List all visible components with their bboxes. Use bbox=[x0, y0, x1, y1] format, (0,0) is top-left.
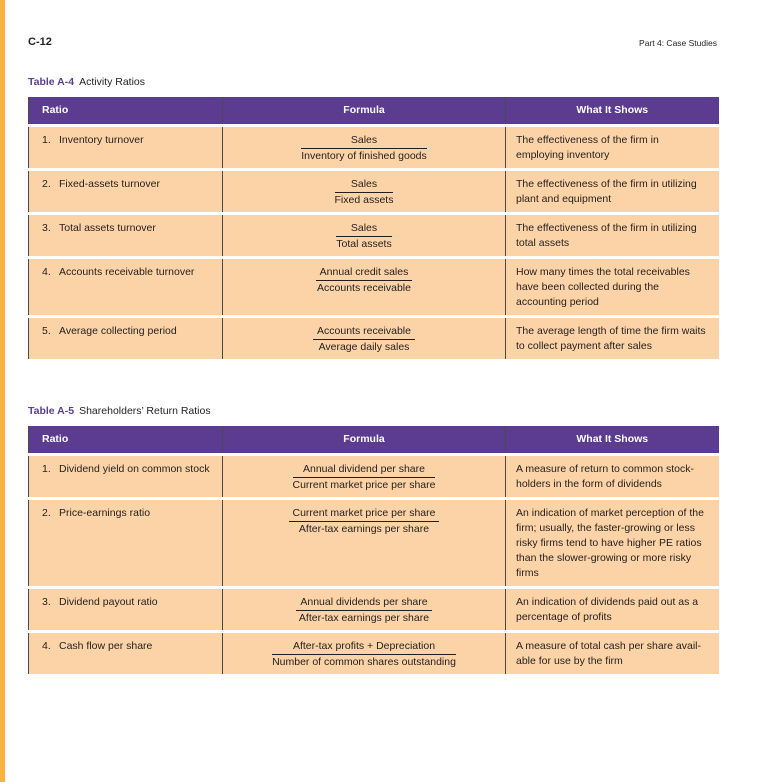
ratio-name: Cash flow per share bbox=[59, 640, 153, 652]
formula-cell bbox=[223, 455, 506, 499]
formula-denominator: Accounts receivable bbox=[317, 282, 411, 294]
table-a5-caption bbox=[28, 405, 211, 417]
ratio-cell bbox=[29, 455, 223, 499]
column-header-what-it-shows: What It Shows bbox=[506, 426, 719, 455]
row-number: 5. bbox=[42, 325, 51, 337]
ratio-name: Dividend payout ratio bbox=[59, 596, 158, 608]
formula-numerator: After-tax profits + Depreciation bbox=[272, 639, 456, 655]
ratio-cell bbox=[29, 214, 223, 258]
formula-denominator: Number of common shares outstanding bbox=[272, 656, 456, 668]
ratio-name: Price-earnings ratio bbox=[59, 507, 151, 519]
table-a5-title: Shareholders’ Return Ratios bbox=[79, 405, 211, 417]
formula-fraction bbox=[316, 265, 413, 296]
formula-cell bbox=[223, 588, 506, 632]
formula-denominator: Average daily sales bbox=[318, 341, 410, 353]
what-it-shows-cell: The average length of time the firm waits to collect payment after sales bbox=[506, 317, 719, 360]
table-row bbox=[29, 317, 719, 360]
formula-numerator: Sales bbox=[335, 177, 394, 193]
table-a5 bbox=[28, 426, 719, 674]
what-it-shows-cell: How many times the total receivables have been collected during the accounting period bbox=[506, 258, 719, 317]
what-it-shows-cell: A measure of total cash per share avail-able for use by the firm bbox=[506, 632, 719, 675]
table-a5-number: Table A-5 bbox=[28, 405, 75, 417]
row-number: 4. bbox=[42, 640, 51, 652]
table-row bbox=[29, 126, 719, 170]
what-it-shows-cell: A measure of return to common stock-holders in the form of dividends bbox=[506, 455, 719, 499]
formula-numerator: Sales bbox=[336, 221, 391, 237]
table-row bbox=[29, 632, 719, 675]
formula-denominator: Inventory of finished goods bbox=[301, 150, 427, 162]
ratio-name: Dividend yield on common stock bbox=[59, 463, 210, 475]
formula-numerator: Accounts receivable bbox=[313, 324, 415, 340]
formula-cell bbox=[223, 170, 506, 214]
formula-cell bbox=[223, 126, 506, 170]
ratio-name: Total assets turnover bbox=[59, 222, 156, 234]
ratio-cell bbox=[29, 632, 223, 675]
table-row bbox=[29, 499, 719, 588]
ratio-name: Accounts receivable turnover bbox=[59, 266, 195, 278]
table-row bbox=[29, 258, 719, 317]
ratio-cell bbox=[29, 588, 223, 632]
ratio-cell bbox=[29, 126, 223, 170]
left-accent-bar bbox=[0, 0, 5, 782]
formula-denominator: Current market price per share bbox=[292, 479, 436, 491]
table-row bbox=[29, 588, 719, 632]
row-number: 1. bbox=[42, 134, 51, 146]
formula-fraction bbox=[313, 324, 415, 355]
what-it-shows-cell: The effectiveness of the firm in employing inventory bbox=[506, 126, 719, 170]
table-a4-title: Activity Ratios bbox=[79, 76, 146, 88]
what-it-shows-cell: An indication of market perception of the firm; usually, the faster-growing or less risky firms tend to have higher PE ratios than the slower-growing or more risky firms bbox=[506, 499, 719, 588]
row-number: 2. bbox=[42, 178, 51, 190]
formula-numerator: Sales bbox=[301, 133, 427, 149]
ratio-name: Average collecting period bbox=[59, 325, 177, 337]
column-header-what-it-shows: What It Shows bbox=[506, 97, 719, 126]
formula-denominator: Total assets bbox=[336, 238, 392, 250]
formula-fraction bbox=[335, 177, 394, 208]
table-a4-header-row bbox=[29, 97, 719, 126]
formula-fraction bbox=[301, 133, 427, 164]
formula-numerator: Annual credit sales bbox=[316, 265, 413, 281]
formula-numerator: Current market price per share bbox=[289, 506, 440, 522]
table-a4-number: Table A-4 bbox=[28, 76, 75, 88]
formula-denominator: After-tax earnings per share bbox=[298, 523, 430, 535]
formula-fraction bbox=[296, 595, 431, 626]
column-header-ratio: Ratio bbox=[29, 426, 223, 455]
column-header-formula: Formula bbox=[223, 97, 506, 126]
column-header-ratio: Ratio bbox=[29, 97, 223, 126]
formula-fraction bbox=[289, 506, 440, 537]
table-a4 bbox=[28, 97, 719, 359]
ratio-cell bbox=[29, 258, 223, 317]
ratio-cell bbox=[29, 317, 223, 360]
formula-numerator: Annual dividend per share bbox=[293, 462, 436, 478]
row-number: 4. bbox=[42, 266, 51, 278]
formula-numerator: Annual dividends per share bbox=[296, 595, 431, 611]
formula-cell bbox=[223, 632, 506, 675]
formula-cell bbox=[223, 317, 506, 360]
ratio-name: Fixed-assets turnover bbox=[59, 178, 160, 190]
formula-denominator: After-tax earnings per share bbox=[298, 612, 430, 624]
row-number: 1. bbox=[42, 463, 51, 475]
table-a5-header-row bbox=[29, 426, 719, 455]
row-number: 3. bbox=[42, 222, 51, 234]
formula-fraction bbox=[293, 462, 436, 493]
what-it-shows-cell: The effectiveness of the firm in utilizing plant and equipment bbox=[506, 170, 719, 214]
page-number: C-12 bbox=[28, 36, 52, 48]
formula-cell bbox=[223, 258, 506, 317]
ratio-cell bbox=[29, 499, 223, 588]
formula-denominator: Fixed assets bbox=[334, 194, 394, 206]
formula-fraction bbox=[336, 221, 391, 252]
running-head: Part 4: Case Studies bbox=[639, 38, 717, 48]
ratio-name: Inventory turnover bbox=[59, 134, 144, 146]
row-number: 2. bbox=[42, 507, 51, 519]
table-row bbox=[29, 170, 719, 214]
formula-fraction bbox=[272, 639, 456, 670]
ratio-cell bbox=[29, 170, 223, 214]
formula-cell bbox=[223, 499, 506, 588]
table-a4-caption bbox=[28, 76, 145, 88]
formula-cell bbox=[223, 214, 506, 258]
column-header-formula: Formula bbox=[223, 426, 506, 455]
table-row bbox=[29, 214, 719, 258]
what-it-shows-cell: An indication of dividends paid out as a percentage of profits bbox=[506, 588, 719, 632]
row-number: 3. bbox=[42, 596, 51, 608]
table-row bbox=[29, 455, 719, 499]
what-it-shows-cell: The effectiveness of the firm in utilizing total assets bbox=[506, 214, 719, 258]
